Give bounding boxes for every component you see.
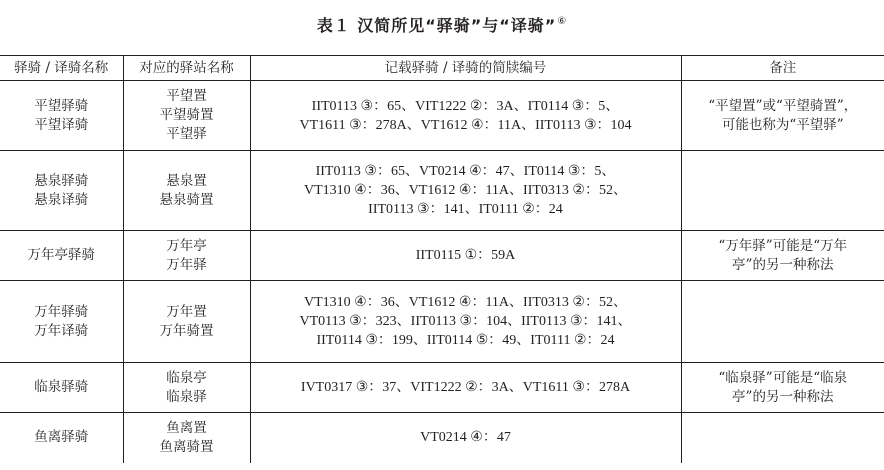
station-name-cell xyxy=(123,81,250,151)
remarks-cell xyxy=(681,363,884,413)
rider-name-line: 平望译骑 xyxy=(34,116,89,133)
rider-name-cell xyxy=(0,281,123,363)
station-name-line: 万年亭 xyxy=(166,237,207,254)
remarks-cell xyxy=(681,413,884,463)
station-name-line: 鱼离骑置 xyxy=(159,438,214,455)
slip-number-line: IIT0113 ③：65、VT0214 ④：47、IT0114 ③：5、 xyxy=(315,164,616,179)
remarks-cell xyxy=(681,231,884,281)
station-name-cell xyxy=(123,231,250,281)
station-name-line: 鱼离置 xyxy=(166,419,207,436)
rider-name-line: 万年亭驿骑 xyxy=(27,247,95,263)
header-row xyxy=(0,56,884,81)
station-name-cell xyxy=(123,281,250,363)
station-name-line: 悬泉骑置 xyxy=(159,191,214,208)
slip-number-line: IIT0113 ③：141、IT0111 ②：24 xyxy=(368,202,563,217)
station-name-line: 悬泉置 xyxy=(166,172,207,189)
rider-name-line: 万年驿骑 xyxy=(34,303,89,320)
station-name-cell xyxy=(123,151,250,231)
footnote-marker: ⑥ xyxy=(557,16,568,27)
table-row xyxy=(0,281,884,363)
station-name-line: 万年置 xyxy=(166,303,207,320)
slip-number-line: VT0214 ④：47 xyxy=(420,430,511,446)
table-row xyxy=(0,81,884,151)
station-name-cell xyxy=(123,363,250,413)
remarks-line: “临泉驿”可能是“临泉 xyxy=(718,369,848,386)
slip-numbers-cell xyxy=(250,151,681,231)
remarks-line: 亭”的另一种称法 xyxy=(732,256,834,273)
station-name-line: 临泉驿 xyxy=(166,388,207,405)
rider-name-line: 鱼离驿骑 xyxy=(34,429,89,446)
table-row xyxy=(0,363,884,413)
remarks-cell xyxy=(681,151,884,231)
slip-numbers-cell xyxy=(250,231,681,281)
rider-name-cell xyxy=(0,413,123,463)
station-name-line: 万年骑置 xyxy=(159,322,214,339)
rider-name-cell xyxy=(0,151,123,231)
station-name-line: 万年驿 xyxy=(166,256,207,273)
slip-numbers-cell xyxy=(250,281,681,363)
header-slip-numbers: 记载驿骑 / 译骑的简牍编号 xyxy=(250,56,681,81)
slip-number-line: VT1310 ④：36、VT1612 ④：11A、IIT0313 ②：52、 xyxy=(304,183,627,198)
header-remarks: 备注 xyxy=(681,56,884,81)
relay-riders-table xyxy=(0,55,884,463)
remarks-cell xyxy=(681,81,884,151)
station-name-line: 平望驿 xyxy=(166,126,207,142)
slip-numbers-cell xyxy=(250,363,681,413)
rider-name-cell xyxy=(0,363,123,413)
remarks-line: 可能也称为“平望驿” xyxy=(721,116,844,133)
rider-name-cell xyxy=(0,81,123,151)
table-row xyxy=(0,151,884,231)
table-title-text: 表１ 汉简所见“驿骑”与“译骑” xyxy=(316,16,557,35)
remarks-line: “万年驿”可能是“万年 xyxy=(718,237,848,254)
table-row xyxy=(0,413,884,463)
rider-name-line: 悬泉译骑 xyxy=(34,191,89,208)
slip-number-line: IIT0113 ③：65、VIT1222 ②：3A、IT0114 ③：5、 xyxy=(311,98,620,114)
rider-name-line: 万年译骑 xyxy=(34,322,89,339)
slip-number-line: VT1310 ④：36、VT1612 ④：11A、IIT0313 ②：52、 xyxy=(304,295,627,310)
rider-name-line: 临泉驿骑 xyxy=(34,379,89,395)
header-station-name: 对应的驿站名称 xyxy=(123,56,250,81)
header-rider-name: 驿骑 / 译骑名称 xyxy=(0,56,123,81)
slip-number-line: IIT0115 ①：59A xyxy=(415,248,516,263)
slip-numbers-cell xyxy=(250,413,681,463)
slip-number-line: IIT0114 ③：199、IIT0114 ⑤：49、IT0111 ②：24 xyxy=(316,333,615,348)
slip-number-line: VT1611 ③：278A、VT1612 ④：11A、IIT0113 ③：104 xyxy=(299,117,632,133)
rider-name-cell xyxy=(0,231,123,281)
table-title xyxy=(0,0,884,50)
station-name-line: 临泉亭 xyxy=(166,369,207,386)
remarks-line: “平望置”或“平望骑置”， xyxy=(708,97,858,114)
table-row xyxy=(0,231,884,281)
slip-number-line: IVT0317 ③：37、VIT1222 ②：3A、VT1611 ③：278A xyxy=(300,380,631,395)
station-name-line: 平望置 xyxy=(166,88,207,104)
slip-numbers-cell xyxy=(250,81,681,151)
slip-number-line: VT0113 ③：323、IIT0113 ③：104、IIT0113 ③：141、 xyxy=(299,314,632,329)
station-name-cell xyxy=(123,413,250,463)
rider-name-line: 悬泉驿骑 xyxy=(34,172,89,189)
remarks-line: 亭”的另一种称法 xyxy=(732,388,834,405)
remarks-cell xyxy=(681,281,884,363)
rider-name-line: 平望驿骑 xyxy=(34,97,89,114)
station-name-line: 平望骑置 xyxy=(159,107,214,123)
